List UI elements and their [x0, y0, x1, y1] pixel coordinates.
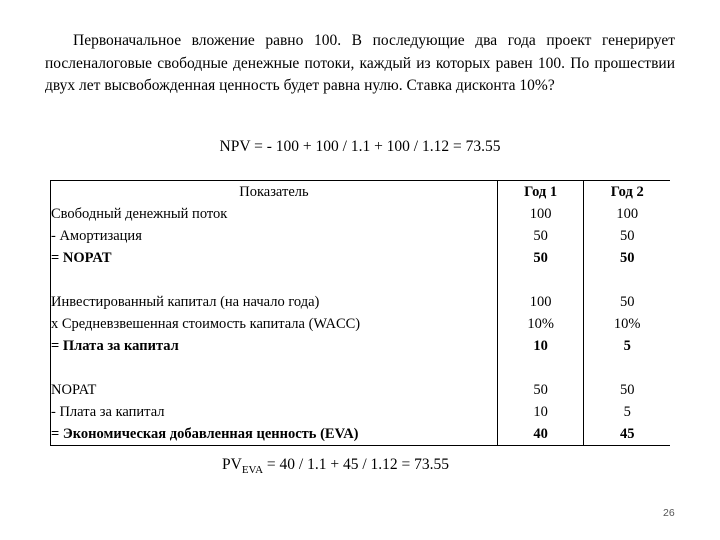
table-header-row: [51, 181, 671, 204]
row-label: = Плата за капитал: [51, 338, 179, 354]
cell-value: 50: [619, 382, 635, 398]
row-label: NOPAT: [51, 382, 97, 398]
cell-value: 100: [529, 206, 552, 222]
npv-formula: NPV = - 100 + 100 / 1.1 + 100 / 1.12 = 73.55: [219, 138, 501, 155]
group-spacer: [51, 269, 671, 291]
cell-value: 40: [533, 426, 548, 442]
group-labels: [51, 379, 498, 446]
row-label: Инвестированный капитал (на начало года): [51, 294, 320, 310]
cell-value: 5: [623, 338, 631, 354]
pveva-expression: = 40 / 1.1 + 45 / 1.12 = 73.55: [263, 456, 449, 473]
cell-value: 10: [533, 404, 548, 420]
group-year-2: [584, 203, 670, 269]
cell-value: 5: [623, 404, 631, 420]
header-year-1: Год 1: [497, 181, 584, 204]
cell-value: 10%: [613, 316, 641, 332]
group-labels: [51, 203, 498, 269]
cell-value: 100: [529, 294, 552, 310]
pveva-subscript: EVA: [241, 464, 264, 476]
cell-value: 50: [533, 228, 548, 244]
group-spacer: [51, 357, 671, 379]
cell-value: 50: [619, 228, 635, 244]
cell-value: 50: [619, 294, 635, 310]
row-label: = NOPAT: [51, 250, 112, 266]
pveva-formula: [222, 456, 449, 476]
header-indicator: Показатель: [51, 181, 498, 204]
row-label: Свободный денежный поток: [51, 206, 228, 222]
row-label: x Средневзвешенная стоимость капитала (WACC): [51, 316, 361, 332]
group-year-2: [584, 379, 670, 446]
cell-value: 10%: [527, 316, 554, 332]
header-year-2: Год 2: [584, 181, 670, 204]
intro-paragraph: Первоначальное вложение равно 100. В последующие два года проект генерирует посленалоговые свободные денежные потоки, каждый из которых равен 100. По прошествии двух лет высвобожденная ценность будет равна нулю. Ставка дисконта 10%?: [45, 32, 675, 94]
table-group: [51, 379, 671, 446]
cell-value: 50: [533, 250, 548, 266]
row-label: - Плата за капитал: [51, 404, 165, 420]
table-group: [51, 203, 671, 269]
group-labels: [51, 291, 498, 357]
cell-value: 10: [533, 338, 548, 354]
cell-value: 45: [619, 426, 635, 442]
group-year-1: [497, 291, 584, 357]
table-group: [51, 291, 671, 357]
group-year-1: [497, 203, 584, 269]
cell-value: 50: [533, 382, 548, 398]
eva-table: [50, 180, 670, 446]
row-label: - Амортизация: [51, 228, 142, 244]
page-number: 26: [663, 507, 675, 519]
cell-value: 50: [619, 250, 635, 266]
cell-value: 100: [616, 206, 639, 222]
group-year-2: [584, 291, 670, 357]
group-year-1: [497, 379, 584, 446]
row-label: = Экономическая добавленная ценность (EVA): [51, 426, 359, 442]
pveva-prefix: PV: [222, 456, 242, 473]
